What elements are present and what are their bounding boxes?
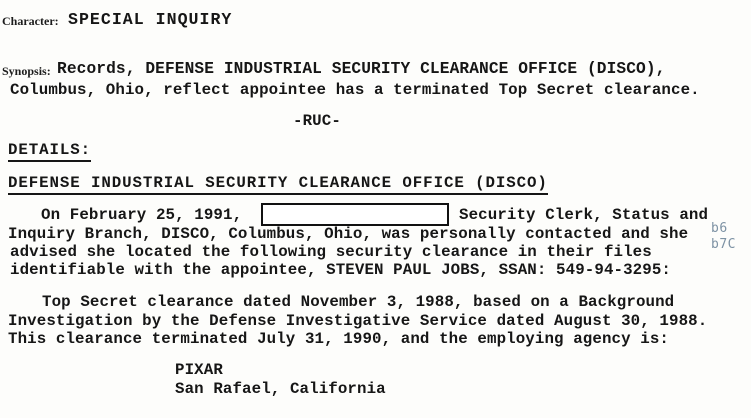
details-heading: DETAILS: xyxy=(8,141,91,162)
para1-line4: identifiable with the appointee, STEVEN PAUL JOBS, SSAN: 549-94-3295: xyxy=(10,261,671,279)
character-value: SPECIAL INQUIRY xyxy=(68,10,233,29)
synopsis-line-2: Columbus, Ohio, reflect appointee has a terminated Top Secret clearance. xyxy=(10,81,700,99)
employer-location: San Rafael, California xyxy=(175,380,386,398)
foia-exemption-code-b6: b6 xyxy=(711,221,728,236)
para1-line3: advised she located the following security clearance in their files xyxy=(10,243,652,261)
para1-line1-pre: On February 25, 1991, xyxy=(41,206,243,224)
foia-exemption-code-b7c: b7C xyxy=(711,237,736,252)
para2-line1: Top Secret clearance dated November 3, 1988, based on a Background xyxy=(42,293,675,311)
synopsis-line-1: Records, DEFENSE INDUSTRIAL SECURITY CLEARANCE OFFICE (DISCO), xyxy=(57,60,666,78)
section-heading-disco: DEFENSE INDUSTRIAL SECURITY CLEARANCE OFFICE (DISCO) xyxy=(8,174,548,195)
employer-name: PIXAR xyxy=(175,361,223,379)
para2-line3: This clearance terminated July 31, 1990, and the employing agency is: xyxy=(8,330,669,348)
character-label: Character: xyxy=(2,14,59,28)
para2-line2: Investigation by the Defense Investigative Service dated August 30, 1988. xyxy=(8,312,708,330)
redaction-box xyxy=(261,203,449,226)
para1-line1-post: Security Clerk, Status and xyxy=(459,206,709,224)
synopsis-label: Synopsis: xyxy=(2,64,51,78)
para1-line2: Inquiry Branch, DISCO, Columbus, Ohio, was personally contacted and she xyxy=(8,225,689,243)
ruc-marker: -RUC- xyxy=(293,112,341,130)
